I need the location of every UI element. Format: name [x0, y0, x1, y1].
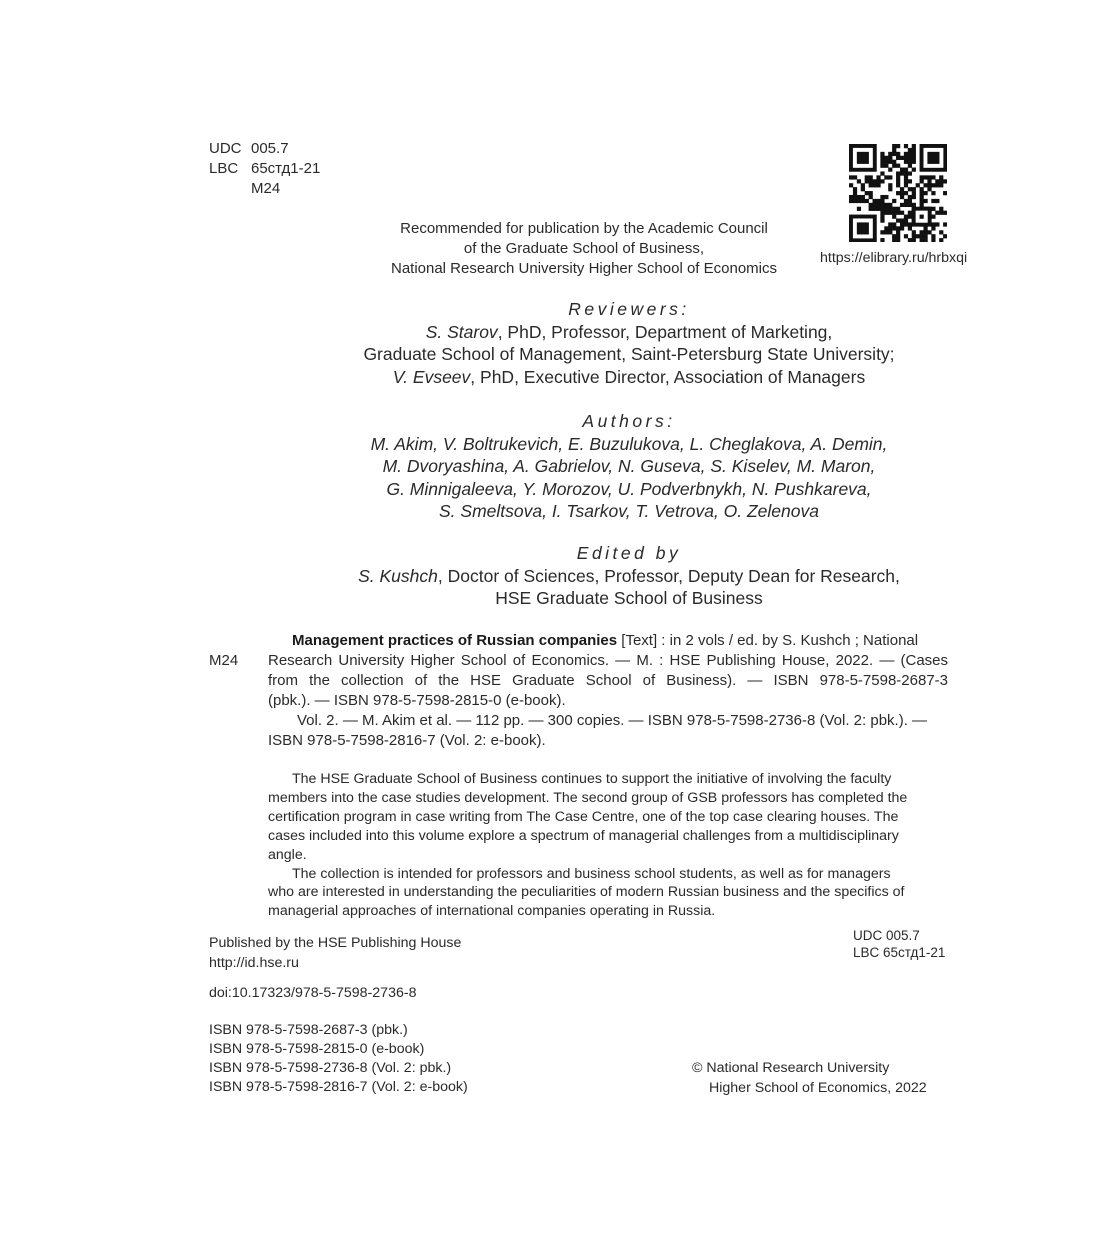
- editor-section: [220, 542, 1038, 610]
- isbn-line: ISBN 978-5-7598-2816-7 (Vol. 2: e-book): [209, 1079, 468, 1095]
- abstract-line: managerial approaches of international companies operating in Russia.: [268, 903, 716, 920]
- abstract-line: cases included into this volume explore a spectrum of managerial challenges from a multidisciplinary: [268, 827, 899, 844]
- reviewer-1-affiliation: Graduate School of Management, Saint-Petersburg State University;: [363, 344, 895, 364]
- abstract-line: The collection is intended for professors and business school students, as well as for managers: [292, 865, 891, 882]
- abstract-line: The HSE Graduate School of Business continues to support the initiative of involving the faculty: [292, 771, 892, 787]
- reviewer-1-name: S. Starov: [425, 321, 498, 342]
- lbc-label: LBC: [209, 160, 239, 177]
- authors-line: M. Dvoryashina, A. Gabrielov, N. Guseva, S. Kiselev, M. Maron,: [382, 456, 876, 476]
- qr-code[interactable]: [849, 144, 947, 242]
- recommendation-line: of the Graduate School of Business,: [463, 240, 705, 257]
- reviewers-section: [220, 298, 1038, 388]
- isbn-line: ISBN 978-5-7598-2736-8 (Vol. 2: pbk.): [209, 1060, 452, 1076]
- lbc-value: 65стд1-21: [251, 160, 321, 177]
- editor-details: , Doctor of Sciences, Professor, Deputy Dean for Research,: [437, 565, 900, 586]
- catalog-first-line: [268, 631, 948, 651]
- reviewers-heading: Reviewers:: [568, 299, 690, 319]
- recommendation: [340, 219, 828, 279]
- isbn-list: [209, 1021, 468, 1097]
- catalog-volume-line: Vol. 2. — M. Akim et al. — 112 pp. — 300 copies. — ISBN 978-5-7598-2736-8 (Vol. 2: pbk.). —: [297, 712, 928, 729]
- author-mark: M24: [251, 180, 281, 197]
- abstract-line: who are interested in understanding the peculiarities of modern Russian business and the specifics of: [268, 884, 905, 901]
- reviewer-2-details: , PhD, Executive Director, Association of Managers: [470, 366, 866, 387]
- abstract-line: members into the case studies development. The second group of GSB professors has completed the: [268, 789, 908, 806]
- isbn-line: ISBN 978-5-7598-2815-0 (e-book): [209, 1041, 425, 1057]
- book-title: Management practices of Russian companies: [292, 632, 618, 649]
- authors-line: M. Akim, V. Boltrukevich, E. Buzulukova, L. Cheglakova, A. Demin,: [370, 433, 888, 454]
- authors-line: G. Minnigaleeva, Y. Morozov, U. Podverbnykh, N. Pushkareva,: [386, 478, 872, 499]
- publisher: Published by the HSE Publishing House: [209, 935, 462, 951]
- copyright-line-2: Higher School of Economics, 2022: [709, 1080, 927, 1096]
- reviewer-2-name: V. Evseev: [392, 366, 471, 387]
- catalog-entry: [268, 631, 948, 751]
- recommendation-line: National Research University Higher School of Economics: [390, 260, 777, 277]
- publisher-url[interactable]: http://id.hse.ru: [209, 955, 299, 971]
- recommendation-line: Recommended for publication by the Academic Council: [400, 220, 768, 237]
- abstract-line: angle.: [268, 846, 307, 863]
- editor-heading: Edited by: [576, 543, 682, 563]
- qr-url[interactable]: https://elibrary.ru/hrbxqi: [820, 250, 968, 266]
- authors-section: [220, 410, 1038, 523]
- editor-line: [220, 565, 1038, 588]
- reviewer-2: [220, 366, 1038, 389]
- lbc-short: LBC 65стд1-21: [853, 945, 946, 960]
- reviewer-1-details: , PhD, Professor, Department of Marketing,: [497, 321, 833, 342]
- authors-line: S. Smeltsova, I. Tsarkov, T. Vetrova, O. Zelenova: [439, 501, 819, 521]
- copyright-line-1: © National Research University: [692, 1060, 890, 1076]
- catalog-line: from the collection of the HSE Graduate School of Business). — ISBN 978-5-7598-2687-3: [268, 672, 948, 689]
- catalog-line: Research University Higher School of Economics. — M. : HSE Publishing House, 2022. — (Cases: [268, 652, 948, 669]
- doi[interactable]: doi:10.17323/978-5-7598-2736-8: [209, 985, 417, 1001]
- authors-heading: Authors:: [582, 411, 676, 431]
- abstract: [268, 770, 948, 921]
- abstract-line: certification program in case writing from The Case Centre, one of the top case clearing houses. The: [268, 808, 899, 825]
- udc-short: UDC 005.7: [853, 928, 920, 943]
- udc-value: 005.7: [251, 140, 289, 157]
- udc-label: UDC: [209, 140, 242, 157]
- catalog-title-suffix: [Text] : in 2 vols / ed. by S. Kushch ; National: [617, 632, 919, 649]
- isbn-line: ISBN 978-5-7598-2687-3 (pbk.): [209, 1022, 408, 1038]
- catalog-line: (pbk.). — ISBN 978-5-7598-2815-0 (e-book).: [268, 692, 566, 709]
- editor-affiliation: HSE Graduate School of Business: [495, 588, 763, 608]
- catalog-mark: M24: [209, 652, 239, 669]
- reviewer-1: [220, 321, 1038, 344]
- catalog-volume-line: ISBN 978-5-7598-2816-7 (Vol. 2: e-book).: [268, 732, 546, 749]
- editor-name: S. Kushch: [358, 565, 438, 586]
